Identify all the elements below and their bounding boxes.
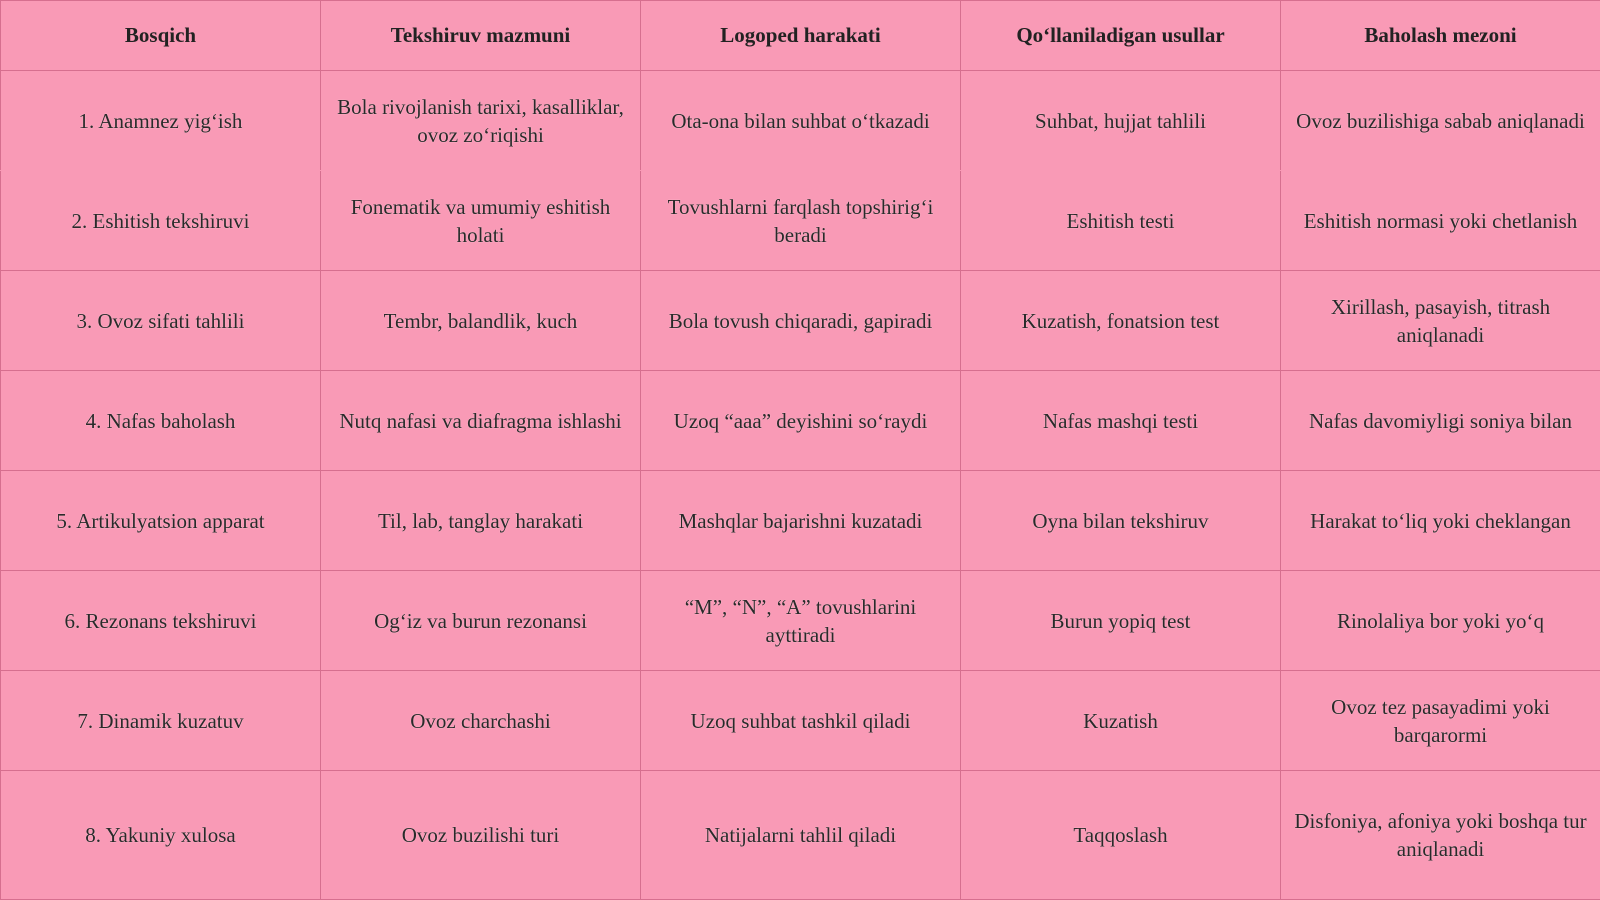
table-cell: Nafas davomiyligi soniya bilan [1281,371,1600,471]
table-row [1,671,1600,771]
table-cell: Eshitish normasi yoki chetlanish [1281,171,1600,271]
table-cell: Xirillash, pasayish, titrash aniqlanadi [1281,271,1600,371]
table-cell: Tembr, balandlik, kuch [321,271,641,371]
header-evaluation-criterion: Baholash mezoni [1281,1,1600,71]
header-stage: Bosqich [1,1,321,71]
table-cell: Ovoz tez pasayadimi yoki barqarormi [1281,671,1600,771]
table-cell: 5. Artikulyatsion apparat [1,471,321,571]
table-cell: Suhbat, hujjat tahlili [961,71,1281,171]
table-header [1,1,1600,71]
header-row [1,1,1600,71]
table-cell: 4. Nafas baholash [1,371,321,471]
table-cell: “M”, “N”, “A” tovushlarini ayttiradi [641,571,961,671]
table-row [1,171,1600,271]
header-examination-content: Tekshiruv mazmuni [321,1,641,71]
table-cell: Uzoq suhbat tashkil qiladi [641,671,961,771]
table-cell: Tovushlarni farqlash topshirig‘i beradi [641,171,961,271]
table-cell: Bola tovush chiqaradi, gapiradi [641,271,961,371]
table-cell: Kuzatish, fonatsion test [961,271,1281,371]
table-cell: Ovoz buzilishi turi [321,771,641,900]
table-cell: Og‘iz va burun rezonansi [321,571,641,671]
table-cell: Ota-ona bilan suhbat o‘tkazadi [641,71,961,171]
header-speech-therapist-action: Logoped harakati [641,1,961,71]
table-row [1,71,1600,171]
table-cell: Oyna bilan tekshiruv [961,471,1281,571]
table-row [1,471,1600,571]
table-cell: Bola rivojlanish tarixi, kasalliklar, ovoz zo‘riqishi [321,71,641,171]
table-cell: Burun yopiq test [961,571,1281,671]
table-row [1,371,1600,471]
table-cell: Uzoq “aaa” deyishini so‘raydi [641,371,961,471]
table-cell: Kuzatish [961,671,1281,771]
table-cell: Rinolaliya bor yoki yo‘q [1281,571,1600,671]
table-row [1,771,1600,900]
table-cell: Mashqlar bajarishni kuzatadi [641,471,961,571]
table-cell: Natijalarni tahlil qiladi [641,771,961,900]
table-cell: 3. Ovoz sifati tahlili [1,271,321,371]
header-methods-used: Qo‘llaniladigan usullar [961,1,1281,71]
table-row [1,571,1600,671]
table-cell: Ovoz buzilishiga sabab aniqlanadi [1281,71,1600,171]
table-cell: Ovoz charchashi [321,671,641,771]
table-cell: Til, lab, tanglay harakati [321,471,641,571]
table-cell: 1. Anamnez yig‘ish [1,71,321,171]
table-row [1,271,1600,371]
table-cell: Disfoniya, afoniya yoki boshqa tur aniqlanadi [1281,771,1600,900]
table-cell: 8. Yakuniy xulosa [1,771,321,900]
table-body [1,71,1600,900]
table-cell: 7. Dinamik kuzatuv [1,671,321,771]
table-cell: 6. Rezonans tekshiruvi [1,571,321,671]
table-cell: Taqqoslash [961,771,1281,900]
table-cell: Harakat to‘liq yoki cheklangan [1281,471,1600,571]
table-cell: Eshitish testi [961,171,1281,271]
table-cell: Nutq nafasi va diafragma ishlashi [321,371,641,471]
table-cell: Fonematik va umumiy eshitish holati [321,171,641,271]
table-cell: Nafas mashqi testi [961,371,1281,471]
table-cell: 2. Eshitish tekshiruvi [1,171,321,271]
